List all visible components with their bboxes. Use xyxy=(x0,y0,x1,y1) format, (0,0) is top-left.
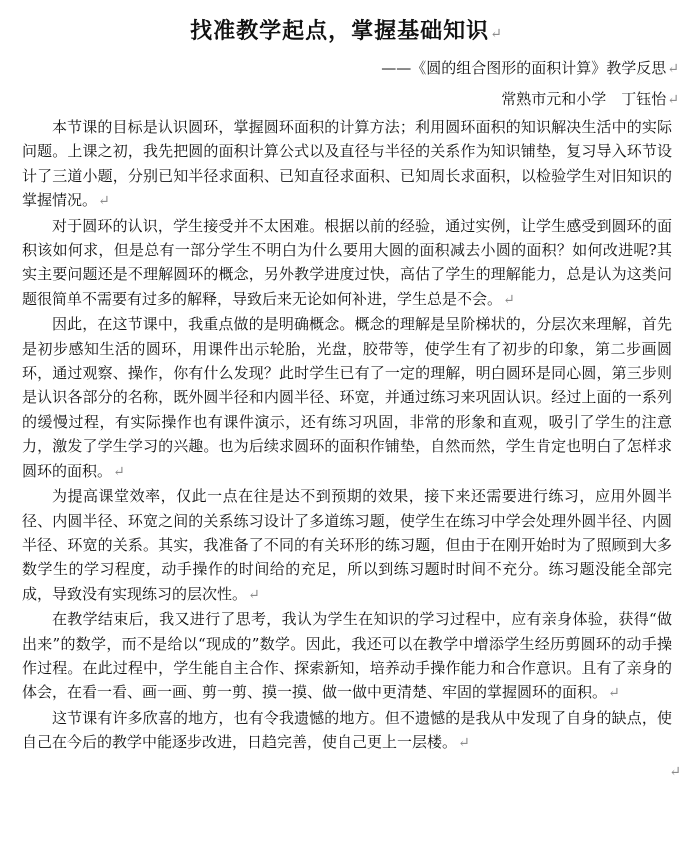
document-body xyxy=(22,115,672,756)
body-paragraph xyxy=(22,607,672,706)
document-author xyxy=(501,87,679,112)
paragraph-text: 因此，在这节课中，我重点做的是明确概念。概念的理解是呈阶梯状的，分层次来理解，首先是初步感知生活的圆环，用课件出示轮胎，光盘，胶带等，使学生有了初步的印象，第二步画圆环，通过观察、操作，你有什么发现？此时学生已有了一定的理解，明白圆环是同心圆，第三步则是认识各部分的名称，既外圆半径和内圆半径、环宽，并通过练习来巩固认识。经过上面的一系列的缓慢过程，有实际操作也有课件演示，还有练习巩固，非常的形象和直观，吸引了学生的注意力，激发了学生学习的兴趣。也为后续求圆环的面积作铺垫，自然而然，学生肯定也明白了怎样求圆环的面积。 xyxy=(22,315,672,480)
paragraph-mark-icon: ↵ xyxy=(490,26,503,42)
body-paragraph xyxy=(22,484,672,607)
subtitle-text: ——《圆的组合图形的面积计算》教学反思 xyxy=(381,59,667,77)
body-paragraph xyxy=(22,115,672,214)
document-title xyxy=(0,14,693,51)
author-text: 常熟市元和小学 丁钰怡 xyxy=(501,90,667,108)
paragraph-text: 为提高课堂效率，仅此一点在往是达不到预期的效果，接下来还需要进行练习，应用外圆半径、内圆半径、环宽之间的关系练习设计了多道练习题，使学生在练习中学会处理外圆半径、内圆半径、环宽的关系。其实，我准备了不同的有关环形的练习题，但由于在刚开始时为了照顾到大多数学生的学习程度，动手操作的时间给的充足，所以到练习题时时间不充分。练习题没能全部完成，导致没有实现练习的层次性。 xyxy=(22,487,672,603)
paragraph-mark-icon: ↵ xyxy=(113,463,125,480)
body-paragraph xyxy=(22,312,672,484)
body-paragraph xyxy=(22,214,672,313)
paragraph-text: 在教学结束后，我又进行了思考，我认为学生在知识的学习过程中，应有亲身体验，获得“做出来”的数学，而不是给以“现成的”数学。因此，我还可以在教学中增添学生经历剪圆环的动手操作过程。在此过程中，学生能自主合作、探索新知，培养动手操作能力和合作意识。且有了亲身的体会，在看一看、画一画、剪一剪、摸一摸、做一做中更清楚、牢固的掌握圆环的面积。 xyxy=(22,610,672,702)
paragraph-mark-icon: ↵ xyxy=(248,586,260,603)
paragraph-mark-icon: ↵ xyxy=(608,685,620,702)
paragraph-mark-icon: ↵ xyxy=(98,193,110,210)
paragraph-text: 这节课有许多欣喜的地方，也有令我遗憾的地方。但不遗憾的是我从中发现了自身的缺点，使自己在今后的教学中能逐步改进，日趋完善，使自己更上一层楼。 xyxy=(22,708,672,752)
document-subtitle xyxy=(381,56,679,81)
paragraph-mark-icon: ↵ xyxy=(503,291,515,308)
paragraph-mark-icon: ↵ xyxy=(667,92,679,108)
paragraph-mark-icon: ↵ xyxy=(667,61,679,77)
paragraph-text: 对于圆环的认识，学生接受并不太困难。根据以前的经验，通过实例，让学生感受到圆环的面积该如何求，但是总有一部分学生不明白为什么要用大圆的面积减去小圆的面积？如何改进呢?其实主要问题还是不理解圆环的概念，另外教学进度过快，高估了学生的理解能力，总是认为这类问题很简单不需要有过多的解释，导致后来无论如何补进，学生总是不会。 xyxy=(22,216,672,308)
paragraph-text: 本节课的目标是认识圆环，掌握圆环面积的计算方法；利用圆环面积的知识解决生活中的实际问题。上课之初，我先把圆的面积计算公式以及直径与半径的关系作为知识铺垫，复习导入环节设计了三道小题，分别已知半径求面积、已知直径求面积、已知周长求面积，以检验学生对旧知识的掌握情况。 xyxy=(22,118,672,210)
body-paragraph xyxy=(22,706,672,756)
title-text: 找准教学起点，掌握基础知识 xyxy=(190,18,490,44)
paragraph-mark-icon: ↵ xyxy=(458,735,470,752)
end-paragraph-mark-icon: ↵ xyxy=(669,764,681,780)
